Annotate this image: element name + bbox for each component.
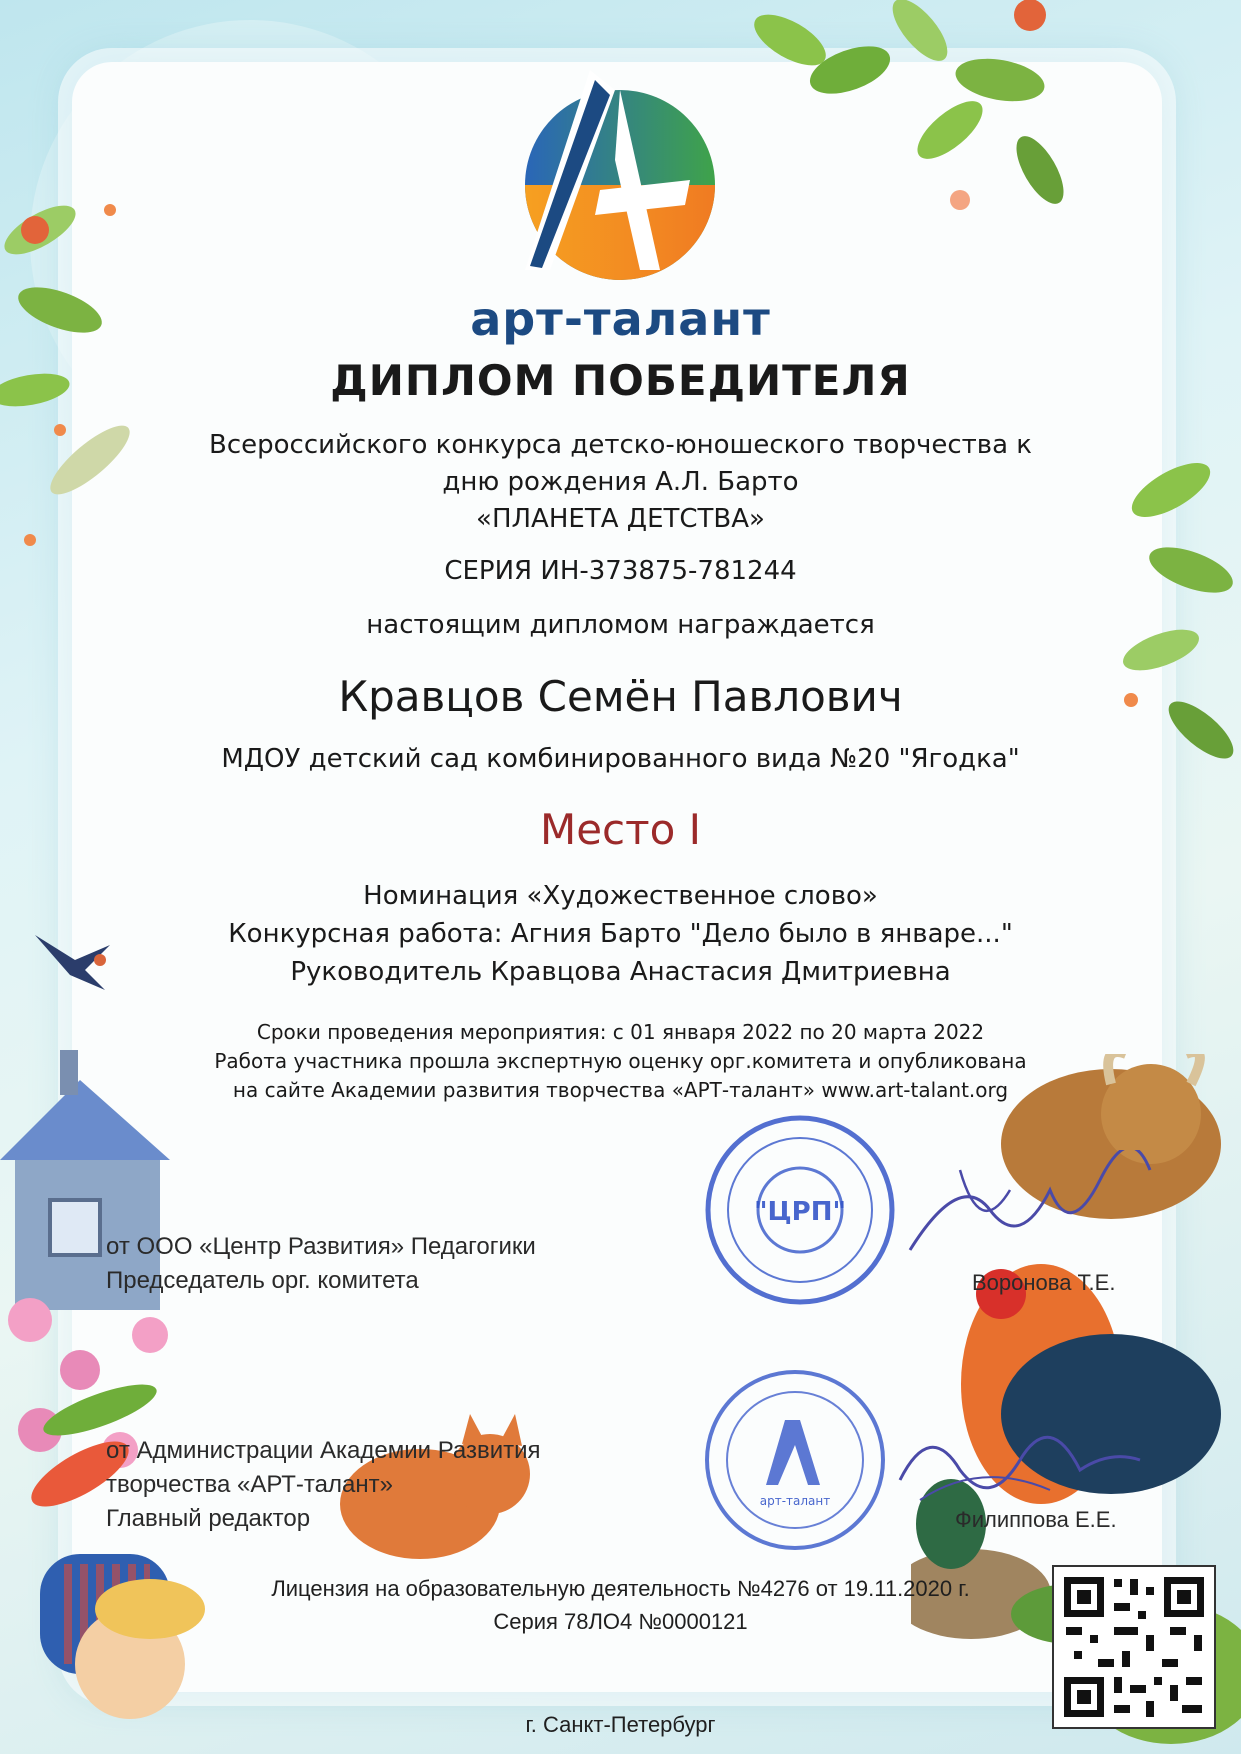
awarded-text: настоящим дипломом награждается xyxy=(366,610,875,640)
academy-stamp-seal xyxy=(700,1365,890,1555)
second-signatory-org: от Администрации Академии Развития xyxy=(106,1437,541,1464)
contest-name: «ПЛАНЕТА ДЕТСТВА» xyxy=(476,504,765,534)
terms-line-1: Сроки проведения мероприятия: с 01 января 2022 по 20 марта 2022 xyxy=(256,1020,985,1044)
second-signatory-block xyxy=(106,1434,541,1536)
diploma-title: ДИПЛОМ ПОБЕДИТЕЛЯ xyxy=(330,356,911,405)
work-details xyxy=(0,877,1241,991)
nomination: Номинация «Художественное слово» xyxy=(363,881,878,911)
first-signatory-name: Воронова Т.Е. xyxy=(972,1270,1116,1295)
event-terms xyxy=(0,1018,1241,1105)
recipient-organization: МДОУ детский сад комбинированного вида №20 "Ягодка" xyxy=(221,744,1020,774)
first-signatory-role: Председатель орг. комитета xyxy=(106,1267,419,1294)
contest-line-1: Всероссийского конкурса детско-юношеского творчества к xyxy=(209,430,1032,460)
contest-line-2: дню рождения А.Л. Барто xyxy=(442,467,799,497)
series-number: СЕРИЯ ИН-373875-781244 xyxy=(444,556,797,586)
qr-code[interactable] xyxy=(1052,1565,1216,1729)
city-name: г. Санкт-Петербург xyxy=(525,1712,716,1737)
license-line-1: Лицензия на образовательную деятельность №4276 от 19.11.2020 г. xyxy=(271,1576,970,1601)
first-signatory-block xyxy=(106,1230,536,1298)
second-signatory-role: Главный редактор xyxy=(106,1505,311,1532)
recipient-name: Кравцов Семён Павлович xyxy=(338,672,903,721)
terms-line-3: на сайте Академии развития творчества «АРТ-талант» www.art-talant.org xyxy=(232,1078,1009,1102)
second-signatory-name: Филиппова Е.Е. xyxy=(955,1507,1117,1532)
contest-work: Конкурсная работа: Агния Барто "Дело было в январе..." xyxy=(228,919,1013,949)
second-signatory-org-cont: творчества «АРТ-талант» xyxy=(106,1471,393,1498)
supervisor: Руководитель Кравцова Анастасия Дмитриевна xyxy=(290,957,951,987)
license-line-2: Серия 78ЛО4 №0000121 xyxy=(493,1609,748,1634)
place-award: Место I xyxy=(539,805,702,854)
art-talant-logo-icon xyxy=(520,70,720,280)
crp-stamp-text: "ЦРП" xyxy=(753,1197,847,1227)
first-signature-scribble xyxy=(900,1150,1160,1260)
terms-line-2: Работа участника прошла экспертную оценку орг.комитета и опубликована xyxy=(214,1049,1027,1073)
logo-wordmark: арт-талант xyxy=(470,292,771,346)
contest-description xyxy=(0,427,1241,538)
crp-stamp-seal xyxy=(700,1110,900,1310)
academy-stamp-text: арт-талант xyxy=(759,1494,831,1508)
leaves-top-right xyxy=(700,0,1080,260)
first-signatory-org: от ООО «Центр Развития» Педагогики xyxy=(106,1233,536,1260)
